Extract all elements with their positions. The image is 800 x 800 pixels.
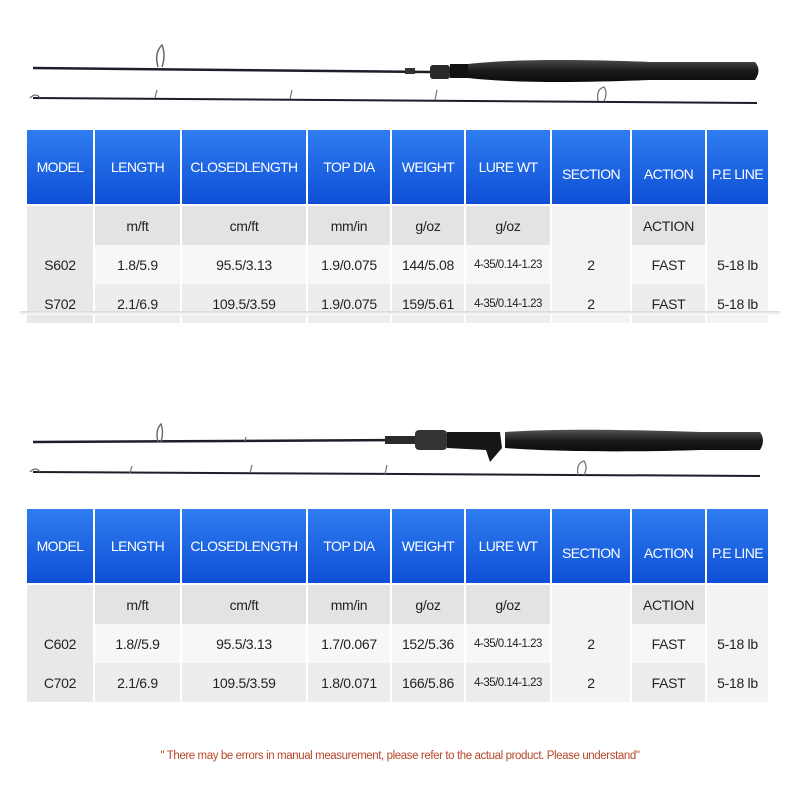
lure-wt-cell: 4-35/0.14-1.23 [466, 624, 552, 663]
unit-cell [707, 206, 770, 245]
header-section: SECTION [552, 130, 632, 206]
closed-length-cell: 109.5/3.59 [182, 663, 308, 702]
table-row [27, 284, 770, 323]
header-row [27, 509, 770, 585]
header-action: ACTION [632, 130, 707, 206]
unit-cell: g/oz [466, 585, 552, 624]
header-lure-wt: LURE WT [466, 509, 552, 585]
top-dia-cell: 1.8/0.071 [308, 663, 392, 702]
lure-wt-cell: 4-35/0.14-1.23 [466, 663, 552, 702]
header-pe-line: P.E LINE [707, 130, 770, 206]
action-cell: FAST [632, 624, 707, 663]
weight-cell: 152/5.36 [392, 624, 466, 663]
table-divider [20, 311, 780, 315]
header-closed-length: CLOSEDLENGTH [182, 130, 308, 206]
length-cell: 2.1/6.9 [95, 663, 182, 702]
pe-line-cell: 5-18 lb [707, 245, 770, 284]
spec-table-casting [27, 509, 770, 702]
measurement-disclaimer: " There may be errors in manual measurement, please refer to the actual product. Please understand" [160, 750, 640, 762]
header-pe-line: P.E LINE [707, 509, 770, 585]
header-section: SECTION [552, 509, 632, 585]
unit-cell: mm/in [308, 206, 392, 245]
header-row [27, 130, 770, 206]
top-dia-cell: 1.7/0.067 [308, 624, 392, 663]
unit-cell [552, 206, 632, 245]
length-cell: 1.8/5.9 [95, 245, 182, 284]
model-cell: S702 [27, 284, 95, 323]
top-dia-cell: 1.9/0.075 [308, 245, 392, 284]
header-model: MODEL [27, 130, 95, 206]
table-row [27, 245, 770, 284]
weight-cell: 144/5.08 [392, 245, 466, 284]
header-top-dia: TOP DIA [308, 509, 392, 585]
spinning-rod-image [0, 38, 800, 118]
unit-cell [552, 585, 632, 624]
weight-cell: 159/5.61 [392, 284, 466, 323]
pe-line-cell: 5-18 lb [707, 663, 770, 702]
spec-table-spinning [27, 130, 770, 323]
length-cell: 1.8//5.9 [95, 624, 182, 663]
unit-cell: cm/ft [182, 585, 308, 624]
top-dia-cell: 1.9/0.075 [308, 284, 392, 323]
unit-cell [707, 585, 770, 624]
weight-cell: 166/5.86 [392, 663, 466, 702]
lure-wt-cell: 4-35/0.14-1.23 [466, 245, 552, 284]
section-cell: 2 [552, 663, 632, 702]
unit-cell: ACTION [632, 585, 707, 624]
header-model: MODEL [27, 509, 95, 585]
header-lure-wt: LURE WT [466, 130, 552, 206]
unit-cell: cm/ft [182, 206, 308, 245]
unit-cell: g/oz [392, 206, 466, 245]
model-cell: S602 [27, 245, 95, 284]
pe-line-cell: 5-18 lb [707, 284, 770, 323]
header-length: LENGTH [95, 130, 182, 206]
unit-cell: g/oz [392, 585, 466, 624]
unit-cell: ACTION [632, 206, 707, 245]
casting-rod-image [0, 418, 800, 498]
pe-line-cell: 5-18 lb [707, 624, 770, 663]
closed-length-cell: 109.5/3.59 [182, 284, 308, 323]
closed-length-cell: 95.5/3.13 [182, 245, 308, 284]
units-row [27, 585, 770, 624]
unit-cell: m/ft [95, 206, 182, 245]
model-cell: C602 [27, 624, 95, 663]
unit-cell: g/oz [466, 206, 552, 245]
section-cell: 2 [552, 245, 632, 284]
unit-cell: m/ft [95, 585, 182, 624]
action-cell: FAST [632, 284, 707, 323]
section-cell: 2 [552, 284, 632, 323]
header-action: ACTION [632, 509, 707, 585]
header-weight: WEIGHT [392, 509, 466, 585]
model-cell: C702 [27, 663, 95, 702]
action-cell: FAST [632, 663, 707, 702]
length-cell: 2.1/6.9 [95, 284, 182, 323]
table-row [27, 624, 770, 663]
table-row [27, 663, 770, 702]
unit-cell: mm/in [308, 585, 392, 624]
action-cell: FAST [632, 245, 707, 284]
unit-cell [27, 585, 95, 624]
header-weight: WEIGHT [392, 130, 466, 206]
unit-cell [27, 206, 95, 245]
header-top-dia: TOP DIA [308, 130, 392, 206]
units-row [27, 206, 770, 245]
closed-length-cell: 95.5/3.13 [182, 624, 308, 663]
lure-wt-cell: 4-35/0.14-1.23 [466, 284, 552, 323]
section-cell: 2 [552, 624, 632, 663]
header-length: LENGTH [95, 509, 182, 585]
header-closed-length: CLOSEDLENGTH [182, 509, 308, 585]
